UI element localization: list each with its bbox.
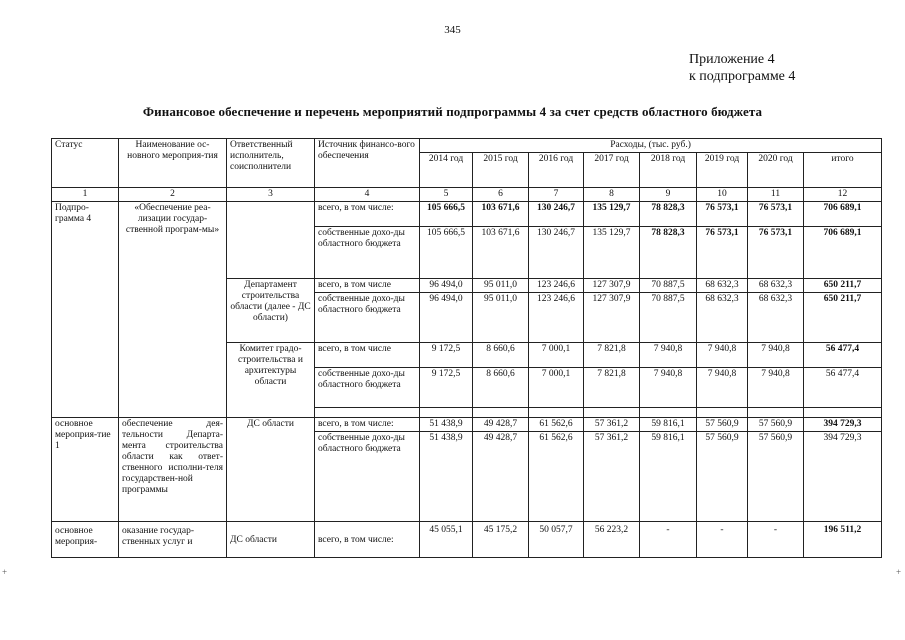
value-cell: 103 671,6 [473,227,529,279]
header-year: 2020 год [748,153,804,188]
value-cell: 7 940,8 [640,343,697,368]
financing-table [51,138,882,558]
value-cell: 7 940,8 [640,368,697,408]
page-number: 345 [444,24,461,36]
executor-cell: ДС области [227,522,315,558]
value-cell: 70 887,5 [640,279,697,293]
executor-cell: Департамент строительства области (далее - ДС области) [227,279,315,343]
event-name-cell: обеспечение дея-тельности Департа-мента строительства области как ответ-ственного исполни-теля государствен-ной программы [119,418,227,522]
executor-cell [227,202,315,279]
total-value-cell: 196 511,2 [804,522,882,558]
value-cell: 59 816,1 [640,418,697,432]
header-year: 2019 год [697,153,748,188]
source-cell: всего, в том числе [315,279,420,293]
header-expenses: Расходы, (тыс. руб.) [420,139,882,153]
total-value-cell: 706 689,1 [804,202,882,227]
document-title: Финансовое обеспечение и перечень мероприятий подпрограммы 4 за счет средств областного бюджета [142,104,763,119]
value-cell: 45 055,1 [420,522,473,558]
source-cell: всего, в том числе [315,343,420,368]
header-name: Наименование ос-новного мероприя-тия [119,139,227,188]
total-value-cell: 706 689,1 [804,227,882,279]
value-cell: - [697,522,748,558]
column-number: 9 [640,188,697,202]
status-cell: основное мероприя- [52,522,119,558]
column-number: 6 [473,188,529,202]
executor-cell: Комитет градо-строительства и архитектуры области [227,343,315,418]
value-cell: 78 828,3 [640,202,697,227]
value-cell: 45 175,2 [473,522,529,558]
value-cell: 7 940,8 [748,343,804,368]
header-year: 2018 год [640,153,697,188]
header-year: 2016 год [529,153,584,188]
value-cell: 123 246,6 [529,279,584,293]
value-cell: 9 172,5 [420,368,473,408]
value-cell: 135 129,7 [584,202,640,227]
appendix-line-2: к подпрограмме 4 [689,69,796,84]
value-cell: 49 428,7 [473,432,529,522]
value-cell: 76 573,1 [748,227,804,279]
event-name-cell: оказание государ-ственных услуг и [119,522,227,558]
value-cell: 96 494,0 [420,293,473,343]
column-number: 8 [584,188,640,202]
value-cell: - [640,522,697,558]
value-cell: 57 560,9 [697,432,748,522]
value-cell: 7 000,1 [529,343,584,368]
value-cell: 57 560,9 [697,418,748,432]
source-cell: собственные дохо-ды областного бюджета [315,368,420,408]
total-value-cell: 394 729,3 [804,418,882,432]
value-cell: 7 940,8 [697,368,748,408]
header-executor: Ответственный исполнитель, соисполнители [227,139,315,188]
value-cell: 103 671,6 [473,202,529,227]
value-cell: - [748,522,804,558]
total-value-cell: 56 477,4 [804,368,882,408]
source-cell: собственные дохо-ды областного бюджета [315,432,420,522]
header-row [52,139,882,153]
value-cell: 130 246,7 [529,202,584,227]
column-number: 1 [52,188,119,202]
value-cell: 105 666,5 [420,202,473,227]
executor-cell: ДС области [227,418,315,522]
value-cell: 78 828,3 [640,227,697,279]
value-cell: 68 632,3 [748,293,804,343]
value-cell: 56 223,2 [584,522,640,558]
status-cell: Подпро-грамма 4 [52,202,119,418]
header-year: 2015 год [473,153,529,188]
value-cell: 57 560,9 [748,432,804,522]
total-value-cell: 56 477,4 [804,343,882,368]
value-cell: 68 632,3 [748,279,804,293]
source-cell: всего, в том числе: [315,522,420,558]
table-row [52,522,882,558]
value-cell: 59 816,1 [640,432,697,522]
value-cell: 61 562,6 [529,418,584,432]
column-number: 10 [697,188,748,202]
source-cell: собственные дохо-ды областного бюджета [315,227,420,279]
status-cell: основное мероприя-тие 1 [52,418,119,522]
value-cell: 7 821,8 [584,368,640,408]
header-year: 2014 год [420,153,473,188]
table-row [52,418,882,432]
value-cell: 105 666,5 [420,227,473,279]
value-cell: 127 307,9 [584,279,640,293]
scan-mark-right: + [896,567,902,577]
value-cell: 61 562,6 [529,432,584,522]
value-cell: 49 428,7 [473,418,529,432]
value-cell: 57 361,2 [584,432,640,522]
column-number: 4 [315,188,420,202]
header-year: 2017 год [584,153,640,188]
value-cell: 57 560,9 [748,418,804,432]
column-number: 12 [804,188,882,202]
value-cell: 57 361,2 [584,418,640,432]
value-cell: 68 632,3 [697,279,748,293]
column-number: 2 [119,188,227,202]
column-number: 5 [420,188,473,202]
value-cell: 95 011,0 [473,279,529,293]
scan-mark-left: + [2,567,8,577]
appendix-note [689,51,795,85]
column-number: 11 [748,188,804,202]
value-cell: 123 246,6 [529,293,584,343]
value-cell: 68 632,3 [697,293,748,343]
column-number: 3 [227,188,315,202]
value-cell: 135 129,7 [584,227,640,279]
value-cell: 76 573,1 [697,227,748,279]
value-cell: 70 887,5 [640,293,697,343]
value-cell: 7 000,1 [529,368,584,408]
value-cell: 96 494,0 [420,279,473,293]
value-cell: 76 573,1 [697,202,748,227]
total-value-cell: 394 729,3 [804,432,882,522]
value-cell: 7 821,8 [584,343,640,368]
header-year-total: итого [804,153,882,188]
header-source: Источник финансо-вого обеспечения [315,139,420,188]
value-cell: 50 057,7 [529,522,584,558]
appendix-line-1: Приложение 4 [689,52,775,67]
source-cell: собственные дохо-ды областного бюджета [315,293,420,343]
value-cell: 95 011,0 [473,293,529,343]
header-status: Статус [52,139,119,188]
value-cell: 76 573,1 [748,202,804,227]
total-value-cell: 650 211,7 [804,293,882,343]
column-numbers-row [52,188,882,202]
source-cell: всего, в том числе: [315,418,420,432]
value-cell: 51 438,9 [420,432,473,522]
total-value-cell: 650 211,7 [804,279,882,293]
value-cell: 9 172,5 [420,343,473,368]
value-cell: 7 940,8 [697,343,748,368]
value-cell: 8 660,6 [473,343,529,368]
source-cell: всего, в том числе: [315,202,420,227]
value-cell: 51 438,9 [420,418,473,432]
value-cell: 7 940,8 [748,368,804,408]
column-number: 7 [529,188,584,202]
value-cell: 130 246,7 [529,227,584,279]
table-row [52,202,882,227]
value-cell: 127 307,9 [584,293,640,343]
event-name-cell: «Обеспечение реа-лизации государ-ственной програм-мы» [119,202,227,418]
value-cell: 8 660,6 [473,368,529,408]
